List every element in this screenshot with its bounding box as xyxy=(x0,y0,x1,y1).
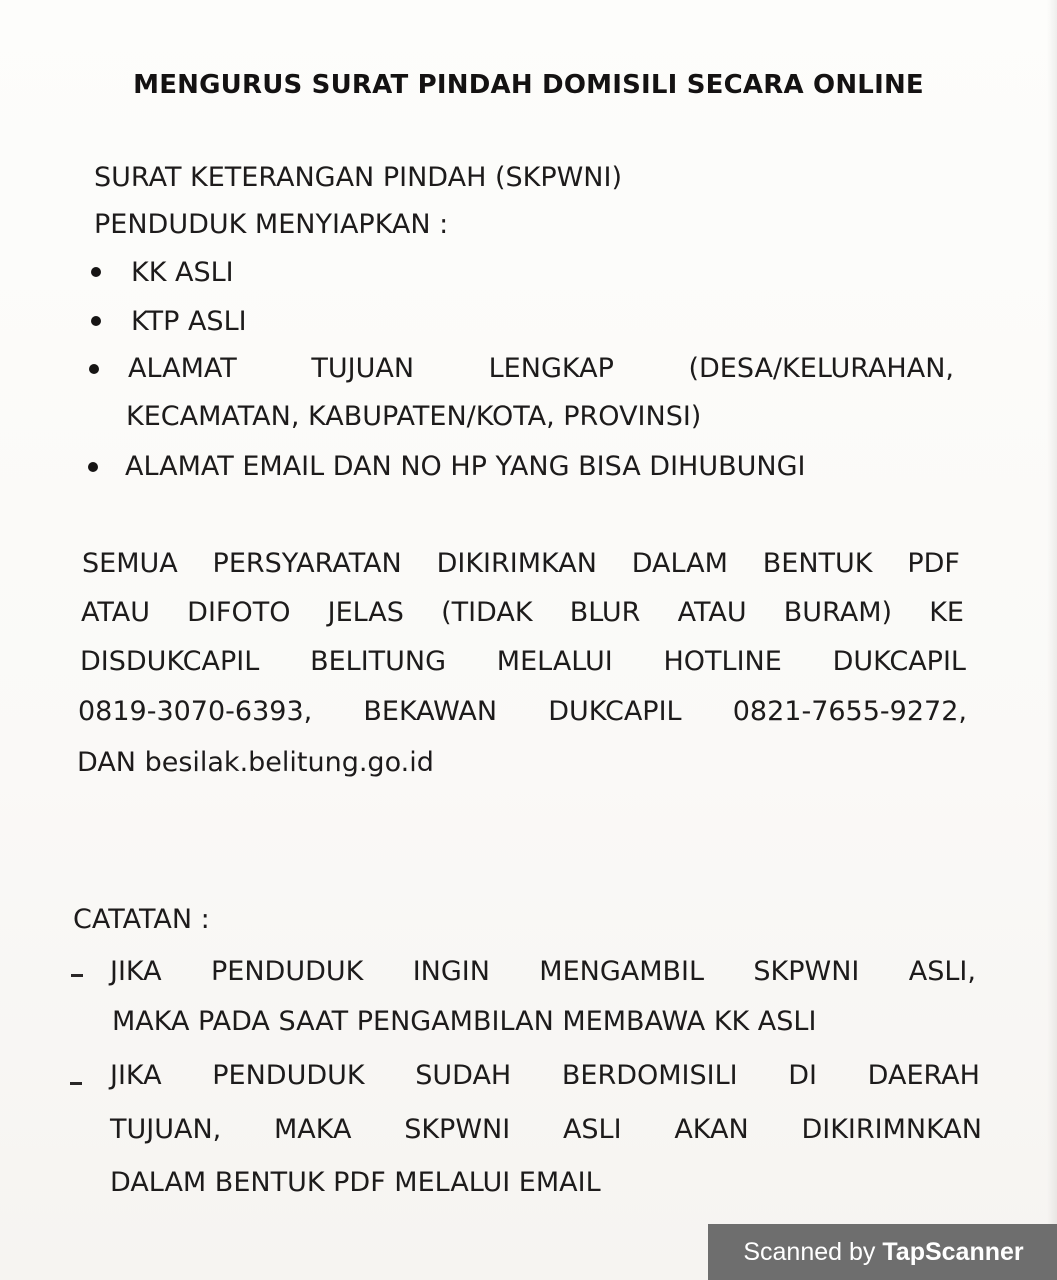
word: DI xyxy=(788,1060,818,1091)
word: JELAS xyxy=(327,597,404,628)
word: (TIDAK xyxy=(441,597,533,628)
word: BELITUNG xyxy=(310,646,447,677)
submission-line-2 xyxy=(81,596,964,630)
scanner-watermark xyxy=(708,1224,1057,1280)
word: ALAMAT xyxy=(128,353,237,384)
requirement-item-3-line-2: KECAMATAN, KABUPATEN/KOTA, PROVINSI) xyxy=(126,401,702,432)
note-2-line-2 xyxy=(110,1113,982,1147)
word: DUKCAPIL xyxy=(548,696,682,727)
watermark-prefix: Scanned by xyxy=(743,1237,876,1266)
word: TUJUAN, xyxy=(110,1114,222,1145)
dash-marker xyxy=(70,1082,82,1085)
word: KE xyxy=(929,597,964,628)
note-1-line-2: MAKA PADA SAAT PENGAMBILAN MEMBAWA KK ASLI xyxy=(112,1006,817,1037)
bullet-dot xyxy=(88,462,98,472)
word: PERSYARATAN xyxy=(212,548,402,579)
word: PENDUDUK xyxy=(212,1060,365,1091)
intro-line-2: PENDUDUK MENYIAPKAN : xyxy=(94,209,449,240)
word: TUJUAN xyxy=(311,353,415,384)
intro-line-1: SURAT KETERANGAN PINDAH (SKPWNI) xyxy=(94,162,623,193)
word: ASLI xyxy=(562,1114,622,1145)
word: SUDAH xyxy=(415,1060,512,1091)
bullet-dot xyxy=(91,267,101,277)
dash-marker xyxy=(71,974,83,977)
requirement-item-4: ALAMAT EMAIL DAN NO HP YANG BISA DIHUBUNGI xyxy=(125,451,806,482)
word: LENGKAP xyxy=(488,353,614,384)
word: JIKA xyxy=(110,956,162,987)
word: MENGAMBIL xyxy=(539,956,705,987)
word: (DESA/KELURAHAN, xyxy=(688,353,954,384)
word: DIFOTO xyxy=(187,597,291,628)
word: SEMUA xyxy=(82,548,178,579)
word: DISDUKCAPIL xyxy=(80,646,260,677)
word: DUKCAPIL xyxy=(832,646,966,677)
note-1-line-1 xyxy=(110,955,976,989)
word: DALAM xyxy=(631,548,728,579)
word: 0821-7655-9272, xyxy=(732,696,967,727)
word: BLUR xyxy=(569,597,641,628)
word: ATAU xyxy=(677,597,747,628)
word: MAKA xyxy=(273,1114,352,1145)
word: DAERAH xyxy=(867,1060,980,1091)
submission-line-1 xyxy=(82,547,960,581)
word: ATAU xyxy=(81,597,151,628)
word: BEKAWAN xyxy=(363,696,498,727)
note-2-line-3: DALAM BENTUK PDF MELALUI EMAIL xyxy=(110,1167,601,1198)
word: JIKA xyxy=(110,1060,162,1091)
word: DIKIRIMKAN xyxy=(436,548,597,579)
word: PDF xyxy=(907,548,960,579)
word: BENTUK xyxy=(762,548,873,579)
submission-line-5: DAN besilak.belitung.go.id xyxy=(77,747,434,778)
word: INGIN xyxy=(412,956,490,987)
word: DIKIRIMNKAN xyxy=(801,1114,982,1145)
word: BURAM) xyxy=(783,597,893,628)
document-title: MENGURUS SURAT PINDAH DOMISILI SECARA ONLINE xyxy=(133,70,924,100)
bullet-dot xyxy=(89,364,99,374)
word: AKAN xyxy=(674,1114,749,1145)
requirement-item-3-line-1 xyxy=(128,352,954,386)
submission-line-3 xyxy=(80,645,966,679)
submission-line-4 xyxy=(78,695,967,729)
word: BERDOMISILI xyxy=(561,1060,738,1091)
note-2-line-1 xyxy=(110,1059,980,1093)
notes-heading: CATATAN : xyxy=(73,904,210,935)
requirement-item-2: KTP ASLI xyxy=(131,306,247,337)
word: SKPWNI xyxy=(753,956,860,987)
word: PENDUDUK xyxy=(210,956,364,987)
watermark-brand: TapScanner xyxy=(882,1237,1024,1266)
requirement-item-1: KK ASLI xyxy=(131,257,234,288)
bullet-dot xyxy=(91,316,101,326)
word: MELALUI xyxy=(496,646,613,677)
word: HOTLINE xyxy=(663,646,782,677)
word: 0819-3070-6393, xyxy=(78,696,313,727)
word: ASLI, xyxy=(908,956,976,987)
word: SKPWNI xyxy=(404,1114,511,1145)
page-edge-shadow xyxy=(1047,0,1057,1280)
